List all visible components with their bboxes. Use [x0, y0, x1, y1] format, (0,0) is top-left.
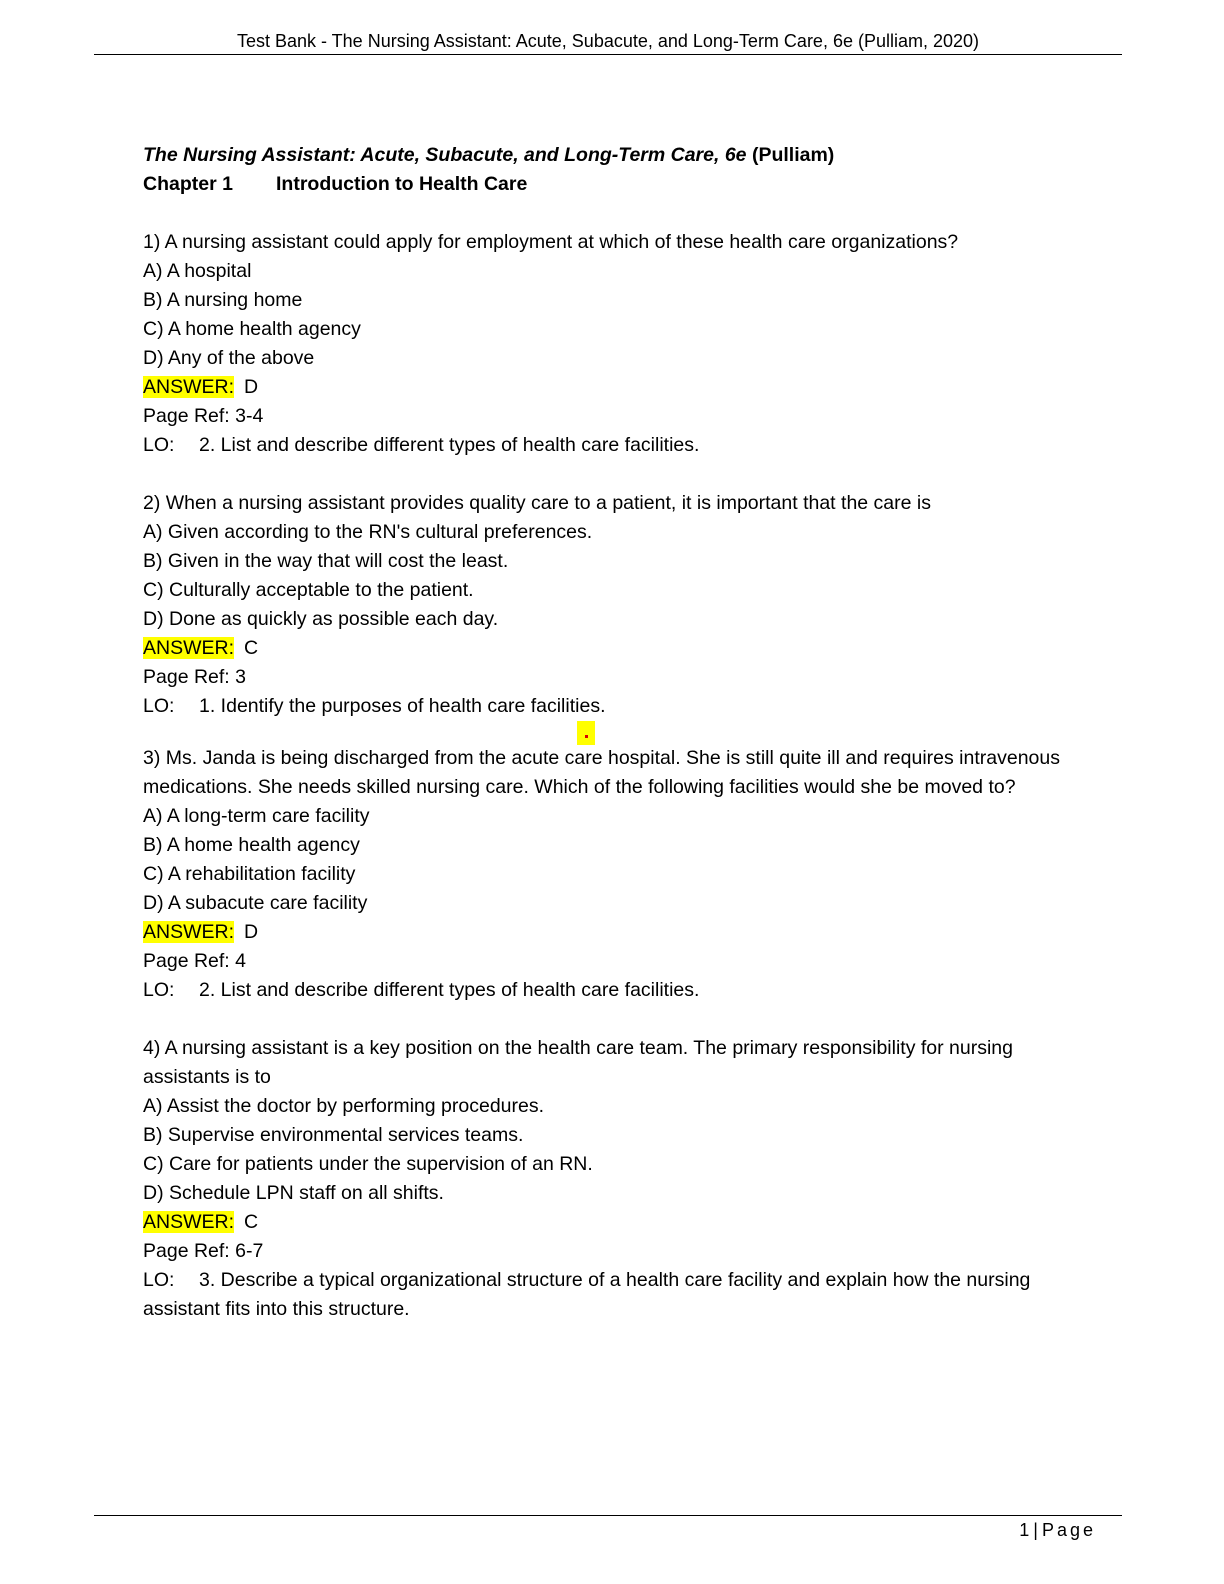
answer-line — [143, 373, 1073, 402]
answer-value: C — [244, 1211, 259, 1233]
answer-option-d: D) Any of the above — [143, 347, 315, 369]
page-number: 1 — [1019, 1520, 1030, 1540]
learning-objective — [143, 431, 1073, 460]
answer-option-c: C) A rehabilitation facility — [143, 863, 356, 885]
answer-option-a: A) Given according to the RN's cultural preferences. — [143, 521, 593, 543]
answer-option-b: B) A nursing home — [143, 289, 303, 311]
lo-label: LO: — [143, 695, 175, 717]
answer-line — [143, 634, 1073, 663]
answer-option-c: C) Culturally acceptable to the patient. — [143, 579, 474, 601]
lo-label: LO: — [143, 434, 175, 456]
chapter-heading — [143, 170, 1073, 199]
lo-text: 2. List and describe different types of health care facilities. — [199, 979, 700, 1001]
document-body — [143, 141, 1073, 1353]
question-stem: 2) When a nursing assistant provides quality care to a patient, it is important that the care is — [143, 492, 931, 514]
learning-objective — [143, 692, 1073, 721]
header-divider — [94, 54, 1122, 55]
question-stem: 1) A nursing assistant could apply for employment at which of these health care organizations? — [143, 231, 959, 253]
answer-label: ANSWER: — [143, 921, 235, 943]
question-2 — [143, 489, 1073, 721]
learning-objective — [143, 976, 1073, 1005]
answer-option-d: D) Done as quickly as possible each day. — [143, 608, 499, 630]
question-3 — [143, 744, 1073, 1005]
footer-divider — [94, 1515, 1122, 1516]
answer-option-d: D) Schedule LPN staff on all shifts. — [143, 1182, 444, 1204]
lo-text: 2. List and describe different types of health care facilities. — [199, 434, 700, 456]
lo-text: 1. Identify the purposes of health care facilities. — [199, 695, 606, 717]
lo-label: LO: — [143, 979, 175, 1001]
learning-objective — [143, 1266, 1073, 1324]
question-1 — [143, 228, 1073, 460]
highlight-annotation-marker — [577, 721, 595, 745]
lo-text: 3. Describe a typical organizational structure of a health care facility and explain how the nursing assistant fits into this structure. — [143, 1269, 1031, 1320]
answer-value: D — [244, 921, 259, 943]
book-title: The Nursing Assistant: Acute, Subacute, and Long-Term Care, 6e — [143, 144, 747, 166]
question-4 — [143, 1034, 1073, 1324]
answer-option-a: A) Assist the doctor by performing procedures. — [143, 1095, 545, 1117]
question-stem: 3) Ms. Janda is being discharged from the acute care hospital. She is still quite ill and requires intravenous medications. She needs skilled nursing care. Which of the following facilities would she be moved to? — [143, 747, 1060, 798]
page-number-footer — [1019, 1519, 1096, 1541]
answer-label: ANSWER: — [143, 376, 235, 398]
question-stem: 4) A nursing assistant is a key position on the health care team. The primary responsibility for nursing assistants is to — [143, 1037, 1013, 1088]
answer-label: ANSWER: — [143, 1211, 235, 1233]
chapter-number: Chapter 1 — [143, 173, 233, 195]
answer-line — [143, 1208, 1073, 1237]
answer-option-d: D) A subacute care facility — [143, 892, 368, 914]
page-separator: | — [1033, 1520, 1038, 1540]
answer-label: ANSWER: — [143, 637, 235, 659]
answer-option-b: B) Supervise environmental services teams. — [143, 1124, 524, 1146]
answer-option-c: C) A home health agency — [143, 318, 361, 340]
page-word: Page — [1041, 1520, 1096, 1540]
answer-line — [143, 918, 1073, 947]
answer-option-a: A) A hospital — [143, 260, 252, 282]
page-ref: Page Ref: 6-7 — [143, 1240, 264, 1262]
page-ref: Page Ref: 3-4 — [143, 405, 264, 427]
answer-option-b: B) A home health agency — [143, 834, 360, 856]
lo-label: LO: — [143, 1269, 175, 1291]
answer-option-c: C) Care for patients under the supervision of an RN. — [143, 1153, 593, 1175]
answer-value: D — [244, 376, 259, 398]
answer-option-a: A) A long-term care facility — [143, 805, 370, 827]
answer-option-b: B) Given in the way that will cost the least. — [143, 550, 509, 572]
answer-value: C — [244, 637, 259, 659]
book-title-line — [143, 141, 1073, 170]
chapter-title: Introduction to Health Care — [276, 173, 528, 195]
page-ref: Page Ref: 4 — [143, 950, 246, 972]
running-header: Test Bank - The Nursing Assistant: Acute, Subacute, and Long-Term Care, 6e (Pulliam, 2020) — [236, 31, 980, 51]
page-ref: Page Ref: 3 — [143, 666, 246, 688]
book-author: (Pulliam) — [751, 144, 835, 166]
